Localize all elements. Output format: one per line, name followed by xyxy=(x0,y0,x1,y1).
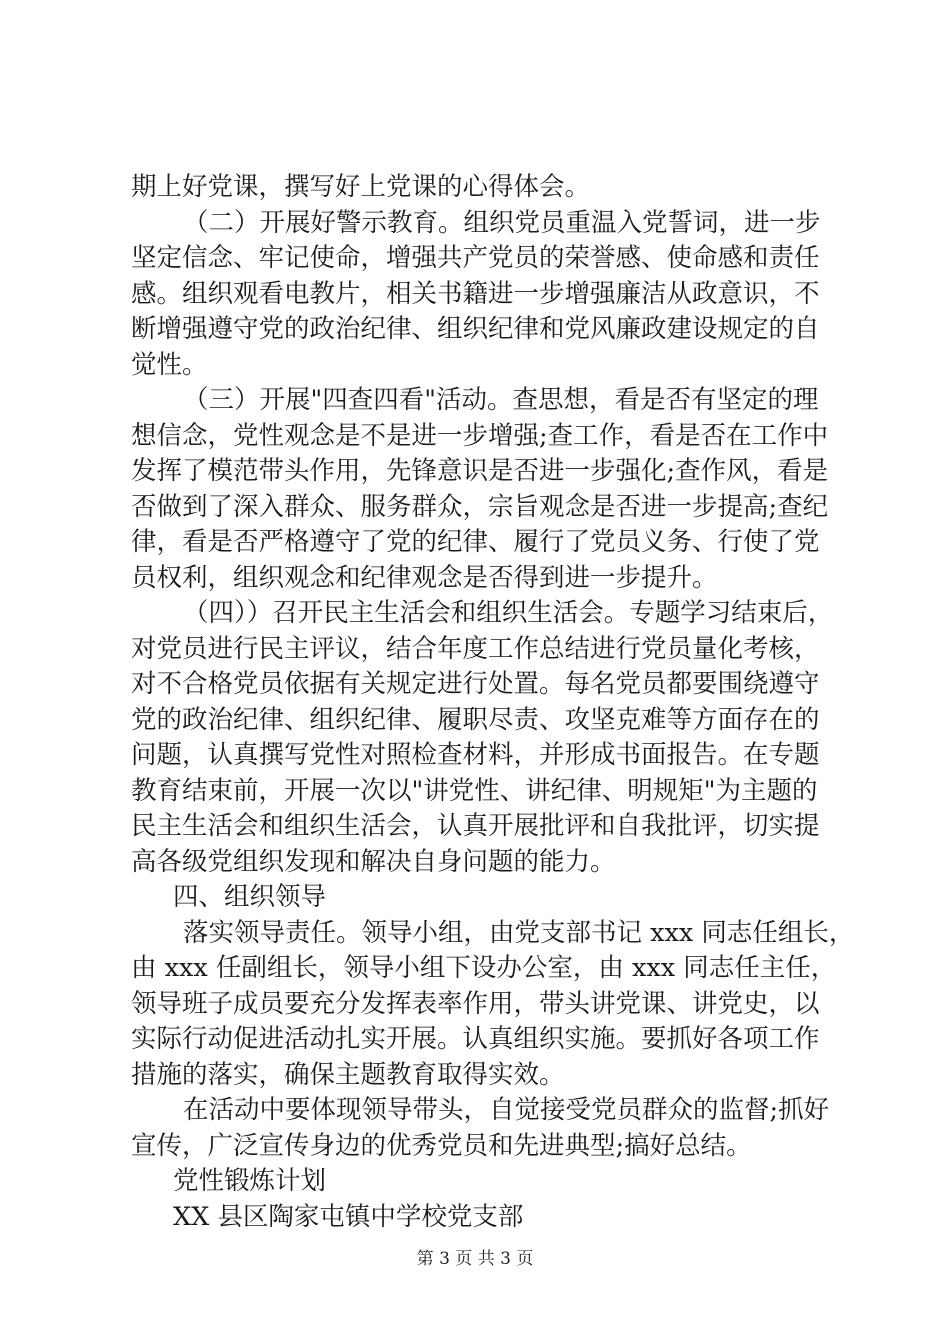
text-line: XX 县区陶家屯镇中学校党支部 xyxy=(173,1201,524,1232)
text-line: 党的政治纪律、组织纪律、履职尽责、攻坚克难等方面存在的 xyxy=(131,704,820,735)
page-footer: 第 3 页 共 3 页 xyxy=(416,1249,534,1269)
text-line: 对不合格党员依据有关规定进行处置。每名党员都要围绕遵守 xyxy=(131,669,820,699)
text-line: 觉性。 xyxy=(131,349,208,380)
text-line: 否做到了深入群众、服务群众，宗旨观念是否进一步提高;查纪 xyxy=(131,491,829,522)
text-line: 律，看是否严格遵守了党的纪律、履行了党员义务、行使了党 xyxy=(131,527,820,557)
text-line: 高各级党组织发现和解决自身问题的能力。 xyxy=(131,846,616,877)
text-line: 宣传，广泛宣传身边的优秀党员和先进典型;搞好总结。 xyxy=(131,1130,752,1161)
text-line: 党性锻炼计划 xyxy=(173,1166,327,1196)
text-line: 落实领导责任。领导小组，由党支部书记 xxx 同志任组长， xyxy=(183,917,855,948)
text-line: （三）开展"四查四看"活动。查思想，看是否有坚定的理 xyxy=(183,385,819,415)
text-line: 想信念，党性观念是不是进一步增强;查工作，看是否在工作中 xyxy=(131,420,829,451)
text-line: 领导班子成员要充分发挥表率作用，带头讲党课、讲党史，以 xyxy=(131,988,820,1019)
text-line: （四））召开民主生活会和组织生活会。专题学习结束后， xyxy=(183,598,834,628)
text-line: 断增强遵守党的政治纪律、组织纪律和党风廉政建设规定的自 xyxy=(131,314,820,344)
text-line: 员权利，组织观念和纪律观念是否得到进一步提升。 xyxy=(131,562,718,593)
text-line: 四、组织领导 xyxy=(173,882,327,912)
text-line: 感。组织观看电教片，相关书籍进一步增强廉洁从政意识，不 xyxy=(131,278,820,309)
document-body xyxy=(131,170,855,1235)
text-line: 民主生活会和组织生活会，认真开展批评和自我批评，切实提 xyxy=(131,811,820,841)
text-line: 对党员进行民主评议，结合年度工作总结进行党员量化考核， xyxy=(131,633,820,664)
text-line: 措施的落实，确保主题教育取得实效。 xyxy=(131,1059,565,1090)
text-line: 在活动中要体现领导带头，自觉接受党员群众的监督;抓好 xyxy=(183,1095,830,1125)
text-line: 发挥了模范带头作用，先锋意识是否进一步强化;查作风，看是 xyxy=(131,456,829,486)
text-line: 由 xxx 任副组长，领导小组下设办公室，由 xxx 同志任主任， xyxy=(131,953,837,983)
text-line: （二）开展好警示教育。组织党员重温入党誓词，进一步 xyxy=(183,207,821,238)
text-line: 期上好党课，撰写好上党课的心得体会。 xyxy=(131,172,591,202)
text-line: 实际行动促进活动扎实开展。认真组织实施。要抓好各项工作 xyxy=(131,1024,820,1054)
text-line: 教育结束前，开展一次以"讲党性、讲纪律、明规矩"为主题的 xyxy=(131,775,818,806)
text-line: 坚定信念、牢记使命，增强共产党员的荣誉感、使命感和责任 xyxy=(131,243,820,273)
text-line: 问题，认真撰写党性对照检查材料，并形成书面报告。在专题 xyxy=(131,740,820,770)
